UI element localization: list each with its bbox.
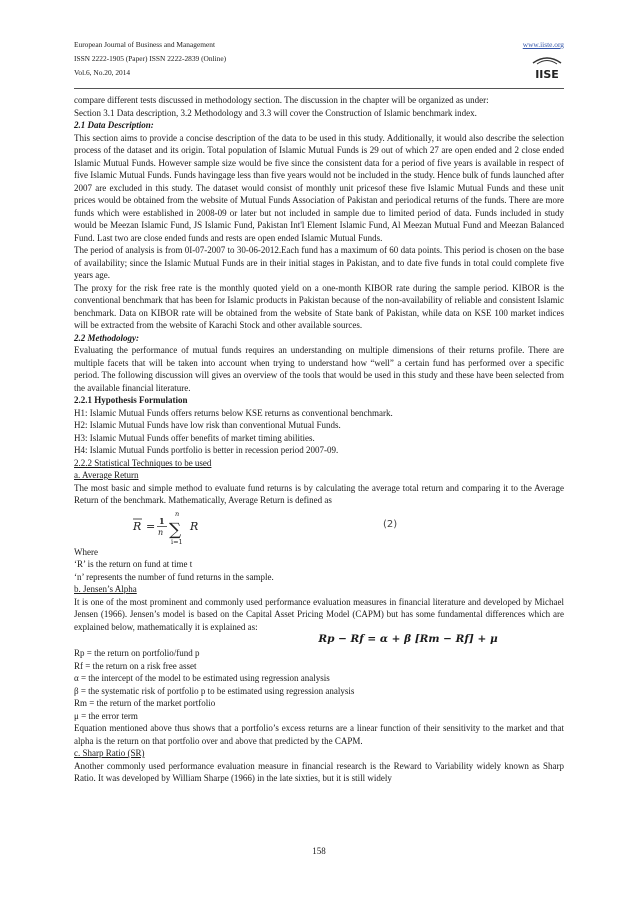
equation-number: (2) [383,518,398,530]
paragraph: The proxy for the risk free rate is the monthly quoted yield on a one-month KIBOR rate during the sample period. KIBOR is the conventional benchmark that has been for Islamic products in Pakistan because of the non-availability of reliable and consistent Islamic benchmark. Data on KIBOR rate will be obtained from the website of State bank of Pakistan, while data on KSE 100 market indices will be extracted from the website of Karachi Stock and other available sources. [74,282,564,330]
journal-name: European Journal of Business and Management [74,40,216,49]
paragraph: compare different tests discussed in methodology section. The discussion in the chapter will be organized as under: [74,95,489,105]
svg-text:R: R [190,519,199,533]
subsection-heading-statistical-techniques: 2.2.2 Statistical Techniques to be used [74,457,212,468]
subsection-heading-hypothesis: 2.2.1 Hypothesis Formulation [74,395,188,405]
variable-definition: α = the intercept of the model to be estimated using regression analysis [74,673,330,683]
paragraph: The period of analysis is from 0I-07-2007 to 30-06-2012.Each fund has a maximum of 60 data points. This period is chosen on the base of availability; since the Islamic Mutual Funds are in their initial stages in Pakistan, and to date five funds in total could complete five years age. [74,245,564,280]
variable-definition: β = the systematic risk of portfolio p to be estimated using regression analysis [74,685,355,696]
average-return-formula [130,508,260,546]
subheading-average-return: a. Average Return [74,470,139,480]
equation-jensen: Rp − Rf = α + β [Rm − Rf] + μ [318,633,498,645]
iiste-logo [530,53,564,81]
logo-text: IISE [535,68,559,81]
subheading-sharp-ratio: c. Sharp Ratio (SR) [74,748,145,758]
section-heading-methodology: 2.2 Methodology: [74,332,139,343]
hypothesis-item: H2: Islamic Mutual Funds have low risk than conventional Mutual Funds. [74,420,341,430]
running-header [74,38,564,80]
equation-average-return [74,508,564,546]
hypothesis-item: H4: Islamic Mutual Funds portfolio is better in recession period 2007-09. [74,445,339,455]
svg-text:=: = [146,519,156,533]
hypothesis-item: H3: Islamic Mutual Funds offer benefits of market timing abilities. [74,432,315,443]
svg-text:∑: ∑ [169,519,182,540]
paragraph: Evaluating the performance of mutual funds requires an understanding on multiple dimensions of their returns profile. There are multiple facets that will be taken into account when trying to understand how “well” a certain fund has performed over a specific period. The following discussion will gives an overview of the tools that would be used in this study and these have been selected from the available financial literature. [74,345,564,393]
subheading-jensens-alpha: b. Jensen’s Alpha [74,584,137,594]
variable-definition: ‘R’ is the return on fund at time t [74,559,193,569]
paragraph: The most basic and simple method to evaluate fund returns is by calculating the average total return and comparing it to the Average Return of the benchmark. Mathematically, Average Return is defined as [74,482,564,505]
paragraph: This section aims to provide a concise description of the data to be used in this study. Additionally, it would also describe the selection process of the dataset and its origin. Total population of Islamic Mutual Funds is 29 out of which 27 are open ended and 2 close ended Islamic Mutual Funds. However sample size would be five since the consistent data for a period of five years is available in respect of five Islamic Mutual Funds. Funds havingage less than five years would not be included in the study. Hence bulk of funds launched after 2007 are excluded in this study. The dataset would consist of monthly unit pricesof these five Islamic Mutual Funds and these unit prices would be obtained from the website of Mutual Funds Association of Pakistan and periodical returns of the funds. There are more funds which were established in 2008-09 or later but not included in sample due to limited period of data. Funds included in study would be Meezan Islamic Fund, JS Islamic Fund, Pakistan Int'l Element Islamic Fund, Al Meezan Mutual Fund and Meezan Balanced Fund. Last two are close ended funds and rests are open ended Islamic Mutual Funds. [74,132,564,243]
section-heading-data-description: 2.1 Data Description: [74,120,154,130]
variable-definition: Rm = the return of the market portfolio [74,698,216,708]
paragraph: Another commonly used performance evaluation measure in financial research is the Reward to Variability widely known as Sharp Ratio. It was developed by William Sharpe (1966) in the late sixties, but it is still widely [74,760,564,783]
article-body [74,94,564,785]
variable-definition: ‘n’ represents the number of fund returns in the sample. [74,571,274,582]
journal-url-link[interactable]: www.iiste.org [522,40,564,49]
issn-line: ISSN 2222-1905 (Paper) ISSN 2222-2839 (Online) [74,54,227,63]
paragraph: Section 3.1 Data description, 3.2 Methodology and 3.3 will cover the Construction of Islamic benchmark index. [74,107,477,118]
variable-definition: μ = the error term [74,710,138,721]
hypothesis-item: H1: Islamic Mutual Funds offers returns below KSE returns as conventional benchmark. [74,407,393,418]
svg-text:i=1: i=1 [171,537,183,546]
svg-text:n: n [158,527,164,537]
paragraph: It is one of the most prominent and commonly used performance evaluation measures in financial literature and developed by Michael Jensen (1966). Jensen’s model is based on the Capital Asset Pricing Model (CAPM) but has some fundamental differences which are explained below, mathematically it is explained as: [74,596,564,632]
paragraph: Equation mentioned above thus shows that a portfolio’s excess returns are a linear function of their sensitivity to the market and that alpha is the return on that portfolio over and above that predicted by the CAPM. [74,723,564,746]
svg-text:1: 1 [159,515,165,526]
svg-text:R: R [133,519,142,533]
svg-text:n: n [175,509,180,518]
header-rule [74,88,564,89]
volume-line: Vol.6, No.20, 2014 [74,68,131,77]
where-label: Where [74,546,98,557]
variable-definition: Rf = the return on a risk free asset [74,660,197,671]
variable-definition: Rp = the return on portfolio/fund p [74,648,200,658]
page-number: 158 [312,846,326,856]
